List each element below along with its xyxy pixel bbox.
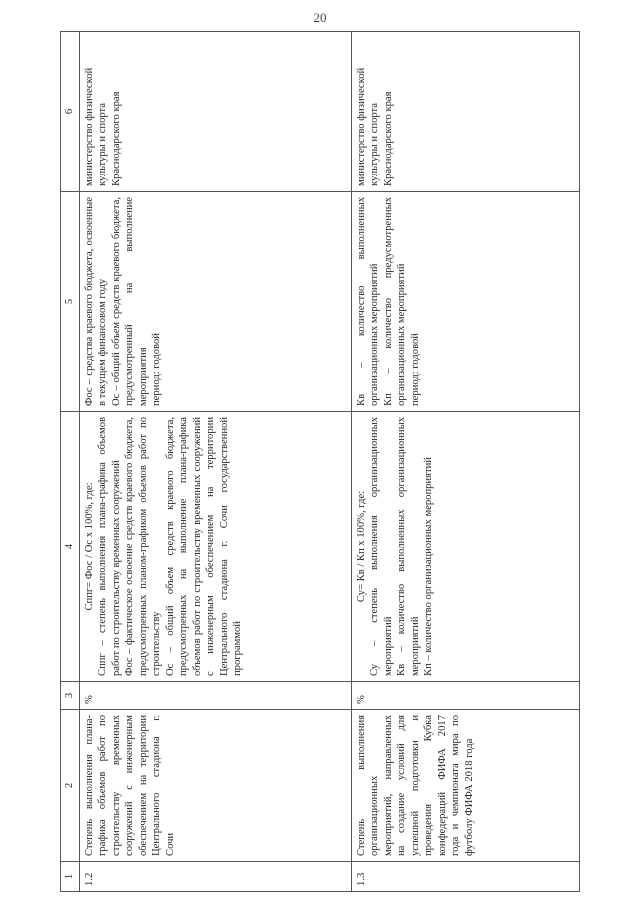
source-line: Кп – количество предусмотренных организационных мероприятий (382, 197, 408, 406)
table-row (352, 32, 580, 892)
header-cell: 1 (61, 862, 80, 892)
rotated-table-container (60, 32, 580, 892)
formula-line: Кв – количество выполненных организационных мероприятий (396, 417, 421, 676)
page-number: 20 (313, 10, 327, 25)
header-cell: 5 (61, 192, 80, 412)
source-line: Ос – общий объем средств краевого бюджета, предусмотренный на выполнение мероприятия (110, 197, 149, 406)
formula-line: Фос – фактическое освоение средств краевого бюджета, предусмотренных планом-графиком объемов работ по строительству (124, 417, 163, 676)
responsible-cell: министерство физической культуры и спорта Краснодарского края (352, 32, 580, 192)
header-cell: 6 (61, 32, 80, 192)
unit: % (80, 682, 352, 710)
source-line: период: годовой (409, 333, 421, 406)
indicator-name: Степень выполнения плана-графика объемов работ по строительству временных сооружений с инженерным обеспечением на территории Центрального стадиона г. Сочи (80, 710, 352, 862)
responsible-cell: министерство физической культуры и спорта Краснодарского края (80, 32, 352, 192)
row-number: 1.2 (80, 862, 352, 892)
formula-line: Су – степень выполнения организационных мероприятий (369, 417, 394, 676)
source-line: Кв – количество выполненных организационных мероприятий (356, 197, 381, 406)
table-row (80, 32, 352, 892)
formula-line: Кп – количество организационных мероприятий (423, 457, 435, 676)
source-line: период: годовой (151, 333, 163, 406)
formula-line: Сппг – степень выполнения плана-графика объемов работ по строительству временных сооружений (97, 417, 122, 676)
indicator-name: Степень выполнения организационных мероприятий, направленных на создание условий для успешной подготовки и проведения Кубка конфедераций ФИФА 2017 года и чемпионата мира по футболу ФИФА 2018 года (352, 710, 580, 862)
row-number: 1.3 (352, 862, 580, 892)
formula-title: Сппг= Фос / Ос х 100%, где: (84, 482, 95, 611)
header-cell: 2 (61, 710, 80, 862)
indicators-table (60, 31, 580, 892)
table-header-row (61, 32, 80, 892)
header-cell: 3 (61, 682, 80, 710)
formula-title: Су= Кв / Кп х 100%, где: (356, 490, 367, 603)
source-cell (352, 192, 580, 412)
formula-cell (352, 412, 580, 682)
header-cell: 4 (61, 412, 80, 682)
unit: % (352, 682, 580, 710)
source-line: Фос – средства краевого бюджета, освоенные в текущем финансовом году (84, 197, 109, 406)
formula-cell (80, 412, 352, 682)
formula-line: Ос – общий объем средств краевого бюджета, предусмотренных на выполнение плана-графика объемов работ по строительству временных сооружений с инженерным обеспечением на территории Центрального стадиона г. Сочи государственной программой (164, 417, 243, 676)
source-cell (80, 192, 352, 412)
